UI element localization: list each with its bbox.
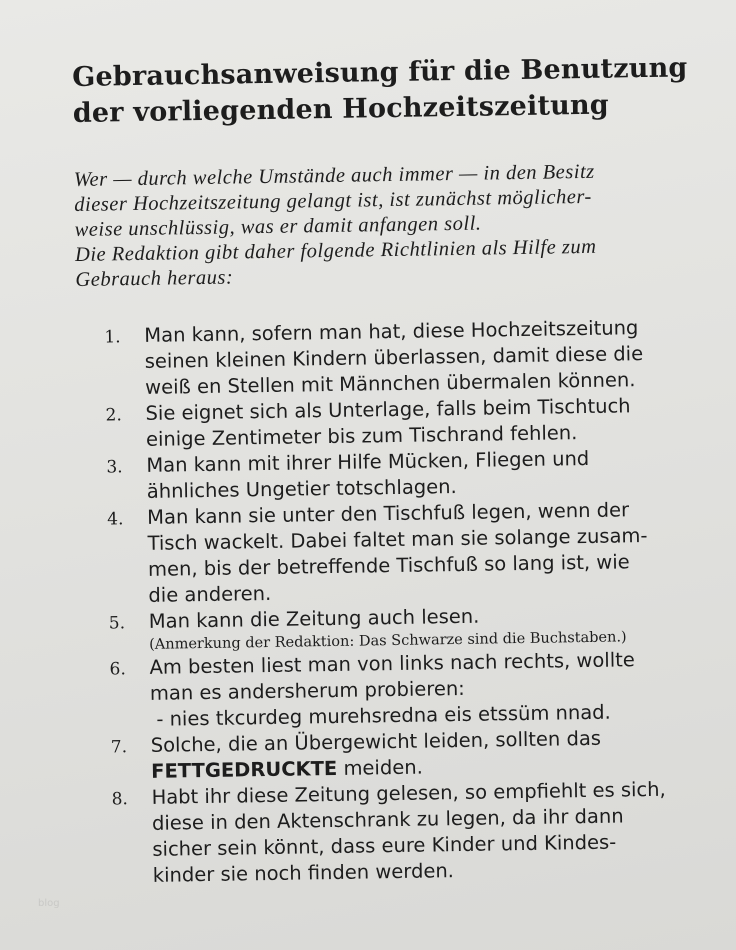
- item-number: 6.: [109, 659, 126, 680]
- intro-line: Die Redaktion gibt daher folgende Richtlinien als Hilfe zum: [74, 235, 597, 266]
- item-line: Solche, die an Übergewicht leiden, sollten das: [150, 726, 602, 757]
- item-number: 3.: [106, 457, 123, 478]
- guideline-list: [76, 314, 725, 890]
- item-line: einige Zentimeter bis zum Tischrand fehlen.: [145, 421, 578, 451]
- title-line-2: der vorliegenden Hochzeitszeitung: [72, 89, 610, 129]
- item-line: Man kann, sofern man hat, diese Hochzeitszeitung: [144, 316, 639, 347]
- item-line: diese in den Aktenschrank zu legen, da ihr dann: [151, 804, 624, 835]
- item-line: Sie eignet sich als Unterlage, falls beim Tischtuch: [145, 394, 631, 425]
- item-line-tail: meiden.: [337, 755, 423, 780]
- list-item: [81, 646, 722, 734]
- item-line: Habt ihr diese Zeitung gelesen, so empfiehlt es sich,: [151, 777, 666, 809]
- item-number: 4.: [107, 509, 124, 530]
- item-line: Man kann sie unter den Tischfuß legen, wenn der: [147, 498, 630, 529]
- list-item: [83, 776, 725, 890]
- document-title: [72, 50, 713, 132]
- item-line: Tisch wackelt. Dabei faltet man sie solange zusam-: [147, 524, 648, 555]
- item-line: seinen kleinen Kindern überlassen, damit diese die: [144, 342, 644, 373]
- list-item: [76, 314, 717, 402]
- editor-note: (Anmerkung der Redaktion: Das Schwarze sind die Buchstaben.): [149, 629, 627, 653]
- watermark-text: blog: [38, 898, 60, 909]
- intro-paragraph: [74, 158, 716, 293]
- item-line: weiß en Stellen mit Männchen übermalen können.: [144, 368, 636, 399]
- intro-line: dieser Hochzeitszeitung gelangt ist, ist zunächst möglicher-: [74, 185, 592, 216]
- item-line: Man kann die Zeitung auch lesen.: [148, 604, 480, 633]
- title-line-1: Gebrauchsanweisung für die Benutzung: [72, 52, 688, 93]
- item-number: 7.: [110, 737, 128, 758]
- item-number: 5.: [108, 613, 126, 634]
- item-line: die anderen.: [148, 581, 272, 607]
- item-line: men, bis der betreffende Tischfuß so lang ist, wie: [147, 550, 630, 581]
- item-line: kinder sie noch finden werden.: [152, 859, 455, 887]
- item-line: ähnliches Ungetier totschlagen.: [146, 475, 457, 503]
- item-number: 8.: [111, 789, 129, 810]
- intro-line: weise unschlüssig, was er damit anfangen soll.: [74, 212, 482, 241]
- intro-line: Gebrauch heraus:: [75, 266, 234, 291]
- item-line: sicher sein könnt, dass eure Kinder und Kindes-: [152, 830, 617, 861]
- bold-word: FETTGEDRUCKTE: [151, 756, 338, 783]
- item-number: 1.: [104, 327, 121, 348]
- intro-line: Wer — durch welche Umstände auch immer — in den Besitz: [73, 160, 595, 191]
- list-item: [79, 496, 721, 610]
- reversed-text-line: - nies tkcurdeg murehsredna eis etssüm nnad.: [156, 700, 611, 731]
- document-content: [72, 50, 725, 890]
- item-line: man es andersherum probieren:: [149, 676, 465, 705]
- item-number: 2.: [105, 405, 122, 426]
- item-line: Man kann mit ihrer Hilfe Mücken, Fliegen und: [146, 446, 590, 477]
- item-line: Am besten liest man von links nach rechts, wollte: [149, 648, 635, 679]
